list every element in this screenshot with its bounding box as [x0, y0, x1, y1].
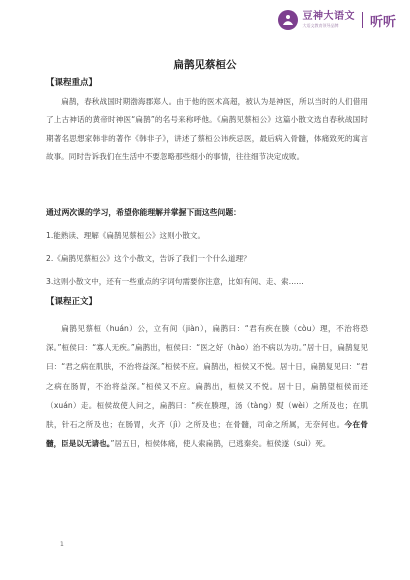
text-heading: 【课程正文】: [46, 297, 98, 307]
main-text-end: ”居五日，桓侯体痛，使人索扁鹊，已逃秦矣。桓侯遂（suì）死。: [110, 439, 331, 449]
brand-divider: [362, 12, 363, 28]
brand-subtitle: 大语文教育领导品牌: [302, 23, 339, 28]
focus-paragraph: 扁鹊，春秋战国时期渤海郡郑人。由于他的医术高超，被认为是神医，所以当时的人们借用了上古神话的黄帝时神医“扁鹊”的名号来称呼他。《扁鹊见蔡桓公》这篇小散文选自春秋战国时期著名思想家韩非的著作《韩非子》，讲述了蔡桓公讳疾忌医，最后病入骨髓，体痛致死的寓言故事。同时告诉我们在生活中不要忽略那些细小的事情，往往细节决定成败。: [46, 97, 368, 162]
question-item-1: 1.能熟读、理解《扁鹊见蔡桓公》这则小散文。: [46, 231, 206, 240]
page-title: 扁鹊见蔡桓公: [173, 59, 237, 71]
brand-text: [302, 12, 355, 28]
page-number: 1: [60, 541, 64, 548]
question-item-2: 2.《扁鹊见蔡桓公》这个小散文，告诉了我们一个什么道理？: [46, 254, 251, 263]
main-text: [46, 319, 368, 453]
lesson-lead: 通过两次课的学习，希望你能理解并掌握下面这些问题：: [46, 208, 241, 217]
main-text-bold: 今在骨髓，臣是以无请也。: [46, 420, 368, 449]
brand-name: 豆神大语文: [302, 11, 355, 22]
brand-listen: 听听: [369, 14, 396, 30]
question-item-3: 3.这则小散文中，还有一些重点的字词句需要你注意，比如有间、走、索……: [46, 277, 304, 286]
main-text-body: 扁鹊见蔡桓（huán）公，立有间（jiàn），扁鹊曰：“君有疾在腠（còu）理，不治将恐深。”桓侯曰：“寡人无疾。”扁鹊出，桓侯曰：“医之好（hào）治不病以为功。”居十日，扁鹊复见曰：“君之病在肌肤，不治将益深。”桓侯不应。扁鹊出，桓侯又不悦。居十日，扁鹊复见曰：“君之病在肠胃，不治将益深。”桓侯又不应。扁鹊出，桓侯又不悦。居十日，扁鹊望桓侯而还（xuán）走。桓侯故使人问之，扁鹊曰：“疾在腠理，汤（tàng）熨（wèi）之所及也；在肌肤，针石之所及也；在肠胃，火齐（jì）之所及也；在骨髓，司命之所属，无奈何也。: [46, 324, 368, 430]
brand-logo-icon: [278, 10, 298, 30]
brand-header: [278, 10, 396, 30]
focus-heading: 【课程重点】: [46, 78, 98, 88]
